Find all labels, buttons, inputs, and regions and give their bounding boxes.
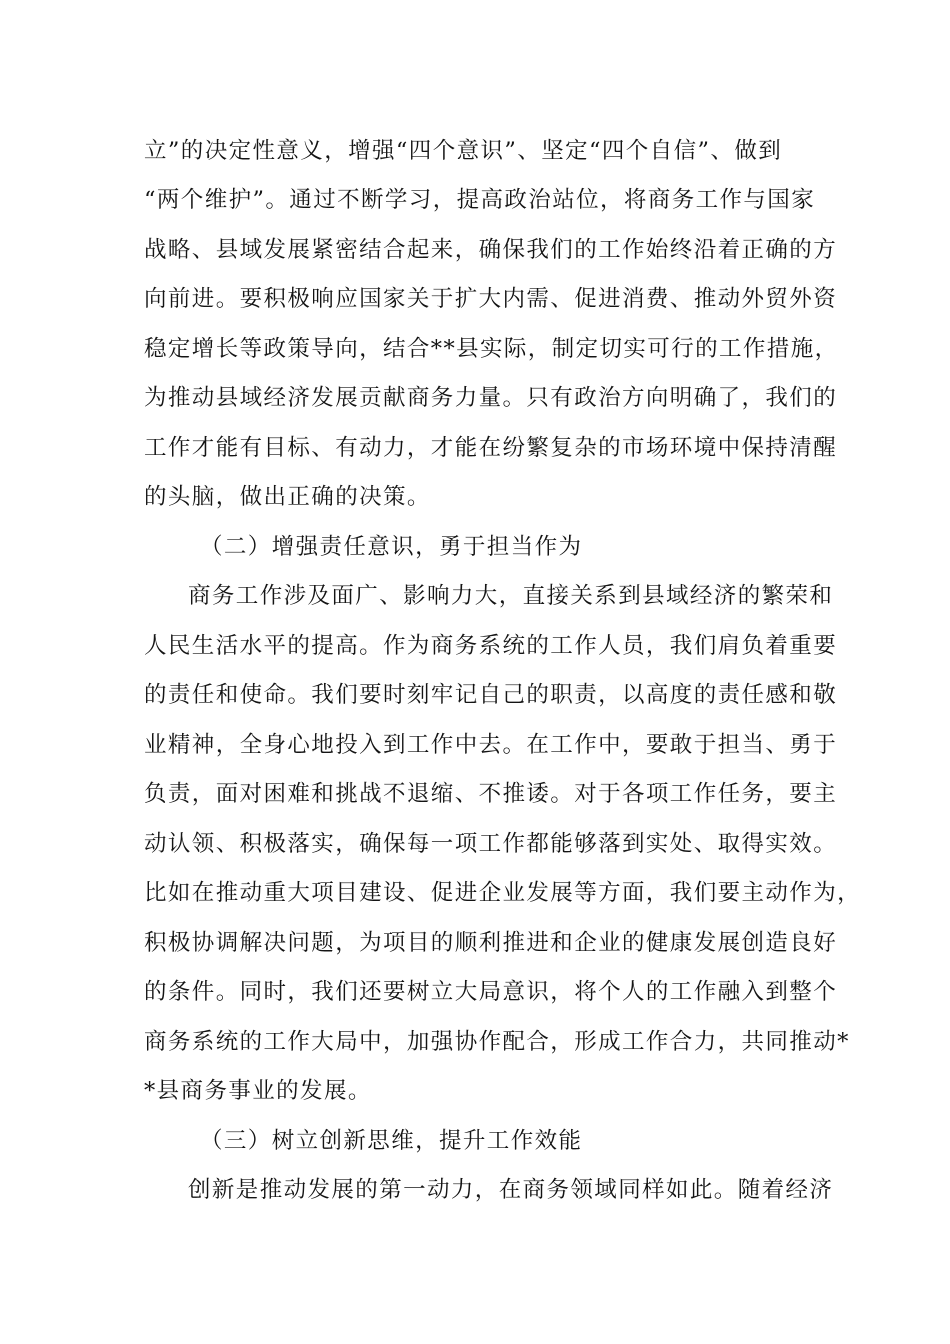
paragraph-line: “两个维护”。通过不断学习，提高政治站位，将商务工作与国家 <box>144 187 816 213</box>
paragraph-line: *县商务事业的发展。 <box>144 1078 372 1104</box>
paragraph-line: 创新是推动发展的第一动力，在商务领域同样如此。随着经济 <box>188 1177 834 1203</box>
paragraph-line: 的头脑，做出正确的决策。 <box>144 484 431 510</box>
paragraph-line: 的责任和使命。我们要时刻牢记自己的职责，以高度的责任感和敬 <box>144 682 838 708</box>
paragraph-line: 比如在推动重大项目建设、促进企业发展等方面，我们要主动作为， <box>144 880 862 906</box>
paragraph-line: 向前进。要积极响应国家关于扩大内需、促进消费、推动外贸外资 <box>144 286 838 312</box>
paragraph-line: 商务系统的工作大局中，加强协作配合，形成工作合力，共同推动* <box>144 1029 850 1055</box>
paragraph-line: 立”的决定性意义，增强“四个意识”、坚定“四个自信”、做到 <box>144 138 783 164</box>
paragraph-line: 工作才能有目标、有动力，才能在纷繁复杂的市场环境中保持清醒 <box>144 435 838 461</box>
section-heading-2: （二）增强责任意识，勇于担当作为 <box>200 534 583 560</box>
paragraph-line: 积极协调解决问题，为项目的顺利推进和企业的健康发展创造良好 <box>144 930 838 956</box>
paragraph-line: 动认领、积极落实，确保每一项工作都能够落到实处、取得实效。 <box>144 831 838 857</box>
paragraph-line: 为推动县域经济发展贡献商务力量。只有政治方向明确了，我们的 <box>144 385 838 411</box>
paragraph-line: 的条件。同时，我们还要树立大局意识，将个人的工作融入到整个 <box>144 979 838 1005</box>
paragraph-line: 稳定增长等政策导向，结合**县实际，制定切实可行的工作措施， <box>144 336 839 362</box>
paragraph-line: 业精神，全身心地投入到工作中去。在工作中，要敢于担当、勇于 <box>144 732 838 758</box>
section-heading-3: （三）树立创新思维，提升工作效能 <box>200 1128 583 1154</box>
paragraph-line: 人民生活水平的提高。作为商务系统的工作人员，我们肩负着重要 <box>144 633 838 659</box>
paragraph-line: 负责，面对困难和挑战不退缩、不推诿。对于各项工作任务，要主 <box>144 781 838 807</box>
paragraph-line: 商务工作涉及面广、影响力大，直接关系到县域经济的繁荣和 <box>188 583 834 609</box>
paragraph-line: 战略、县域发展紧密结合起来，确保我们的工作始终沿着正确的方 <box>144 237 838 263</box>
